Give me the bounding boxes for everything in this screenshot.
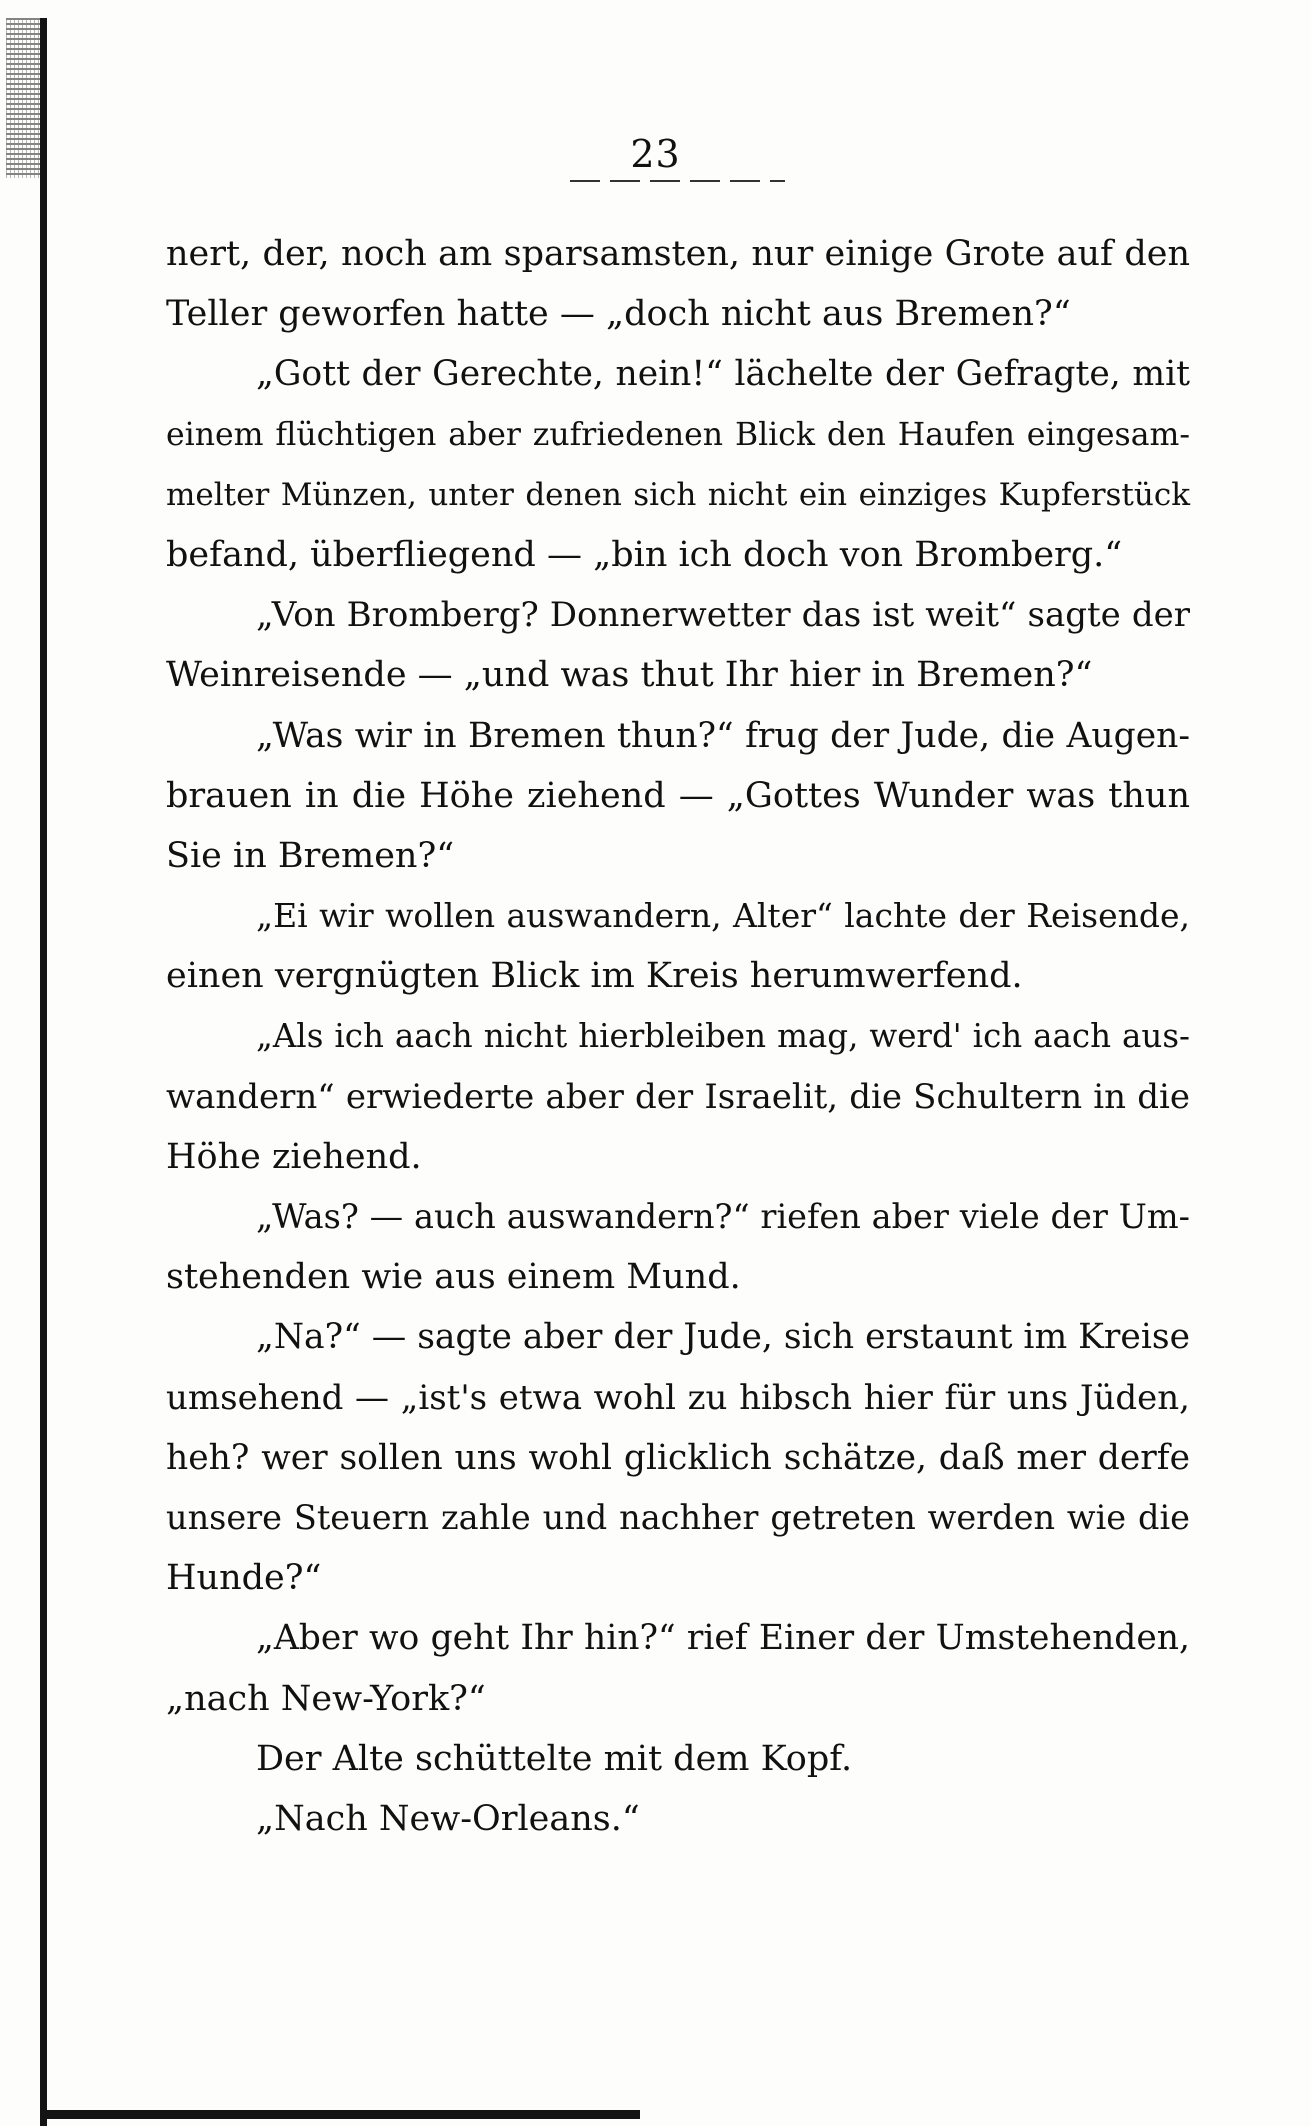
text-line: Sie in Bremen?“ — [166, 835, 455, 876]
text-line: „Ei wir wollen auswandern, Alter“ lachte der Reisende, — [256, 896, 1190, 936]
spine-edge-line — [40, 18, 47, 2126]
text-line: brauen in die Höhe ziehend — „Gottes Wunder was thun — [166, 775, 1190, 816]
text-line: Höhe ziehend. — [166, 1136, 422, 1177]
text-line: Teller geworfen hatte — „doch nicht aus Bremen?“ — [166, 294, 1071, 335]
text-line: „Was wir in Bremen thun?“ frug der Jude, die Augen- — [256, 715, 1190, 756]
text-line: einem flüchtigen aber zufriedenen Blick den Haufen eingesam- — [166, 416, 1190, 453]
text-line: „Was? — auch auswandern?“ riefen aber viele der Um- — [256, 1197, 1190, 1236]
text-line: „nach New-York?“ — [166, 1678, 486, 1719]
text-line: „Als ich aach nicht hierbleiben mag, werd' ich aach aus- — [256, 1017, 1190, 1056]
text-line: wandern“ erwiederte aber der Israelit, die Schultern in die — [166, 1076, 1190, 1117]
book-spine-shadow — [0, 18, 46, 2126]
text-line: Weinreisende — „und was thut Ihr hier in Bremen?“ — [166, 655, 1093, 696]
text-line: „Gott der Gerechte, nein!“ lächelte der Gefragte, mit — [256, 354, 1190, 395]
text-line: unsere Steuern zahle und nachher getreten werden wie die — [166, 1497, 1190, 1537]
bottom-edge-line — [40, 2110, 640, 2119]
page-number: 23 — [630, 132, 681, 176]
text-line: Der Alte schüttelte mit dem Kopf. — [256, 1738, 853, 1779]
text-line: befand, überfliegend — „bin ich doch von Bromberg.“ — [166, 534, 1123, 575]
text-line: heh? wer sollen uns wohl glicklich schätze, daß mer derfe — [166, 1437, 1190, 1478]
text-line: melter Münzen, unter denen sich nicht ein einziges Kupferstück — [166, 476, 1190, 513]
text-line: stehenden wie aus einem Mund. — [166, 1257, 741, 1298]
text-line: umsehend — „ist's etwa wohl zu hibsch hier für uns Jüden, — [166, 1377, 1190, 1418]
text-line: „Nach New-Orleans.“ — [256, 1798, 640, 1839]
body-text — [166, 224, 1190, 1849]
text-line: „Aber wo geht Ihr hin?“ rief Einer der Umstehenden, — [256, 1618, 1190, 1659]
text-line: einen vergnügten Blick im Kreis herumwerfend. — [166, 956, 1023, 997]
text-line: „Von Bromberg? Donnerwetter das ist weit“ sagte der — [256, 595, 1190, 636]
text-line: nert, der, noch am sparsamsten, nur einige Grote auf den — [166, 234, 1190, 274]
text-line: Hunde?“ — [166, 1558, 322, 1599]
header-rule — [570, 180, 785, 182]
text-line: „Na?“ — sagte aber der Jude, sich erstaunt im Kreise — [256, 1317, 1190, 1358]
